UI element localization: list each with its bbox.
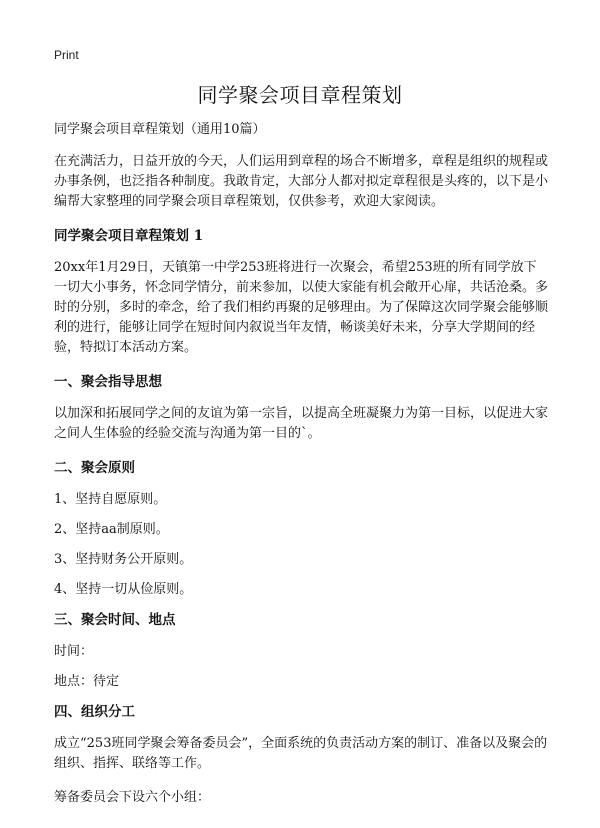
guiding-principle-paragraph: 以加深和拓展同学之间的友谊为第一宗旨，以提高全班凝聚力为第一目标，以促进大家之间人生体验的经验交流与沟通为第一目的`。 <box>54 406 549 441</box>
intro-paragraph: 在充满活力，日益开放的今天，人们运用到章程的场合不断增多，章程是组织的规程或办事条例，也泛指各种制度。我敢肯定，大部分人都对拟定章程很是头疼的，以下是小编帮大家整理的同学聚会项目章程策划，仅供参考，欢迎大家阅读。 <box>54 154 549 209</box>
time-line: 时间： <box>54 644 94 659</box>
heading-guiding-principle: 一、聚会指导思想 <box>54 374 162 390</box>
list-item: 1、坚持自愿原则。 <box>54 492 167 507</box>
heading-principles: 二、聚会原则 <box>54 460 135 476</box>
document-body <box>54 120 548 808</box>
print-link[interactable]: Print <box>54 48 79 62</box>
list-item: 3、坚持财务公开原则。 <box>54 552 193 567</box>
organization-paragraph: 成立“253班同学聚会筹备委员会”，全面系统的负责活动方案的制订、准备以及聚会的组织、指挥、联络等工作。 <box>54 736 548 771</box>
heading-organization: 四、组织分工 <box>54 704 135 720</box>
list-item: 2、坚持aa制原则。 <box>54 522 169 537</box>
section-heading-1: 同学聚会项目章程策划 1 <box>54 228 204 244</box>
place-line: 地点：待定 <box>54 674 120 689</box>
committee-paragraph: 筹备委员会下设六个小组： <box>54 790 211 805</box>
page-title: 同学聚会项目章程策划 <box>197 83 403 107</box>
document-subtitle: 同学聚会项目章程策划（通用10篇） <box>54 122 266 137</box>
heading-time-place: 三、聚会时间、地点 <box>54 612 176 628</box>
section-1-paragraph: 20xx年1月29日，天镇第一中学253班将进行一次聚会，希望253班的所有同学放下一切大小事务，怀念同学情分，前来参加，以使大家能有机会敞开心扉，共话沧桑。多时的分别，多时的牵念，给了我们相约再聚的足够理由。为了保障这次同学聚会能够顺利的进行，能够让同学在短时间内叙说当年友情，畅谈美好未来，分享大学期间的经验，特拟订本活动方案。 <box>54 260 549 355</box>
list-item: 4、坚持一切从俭原则。 <box>54 582 193 597</box>
